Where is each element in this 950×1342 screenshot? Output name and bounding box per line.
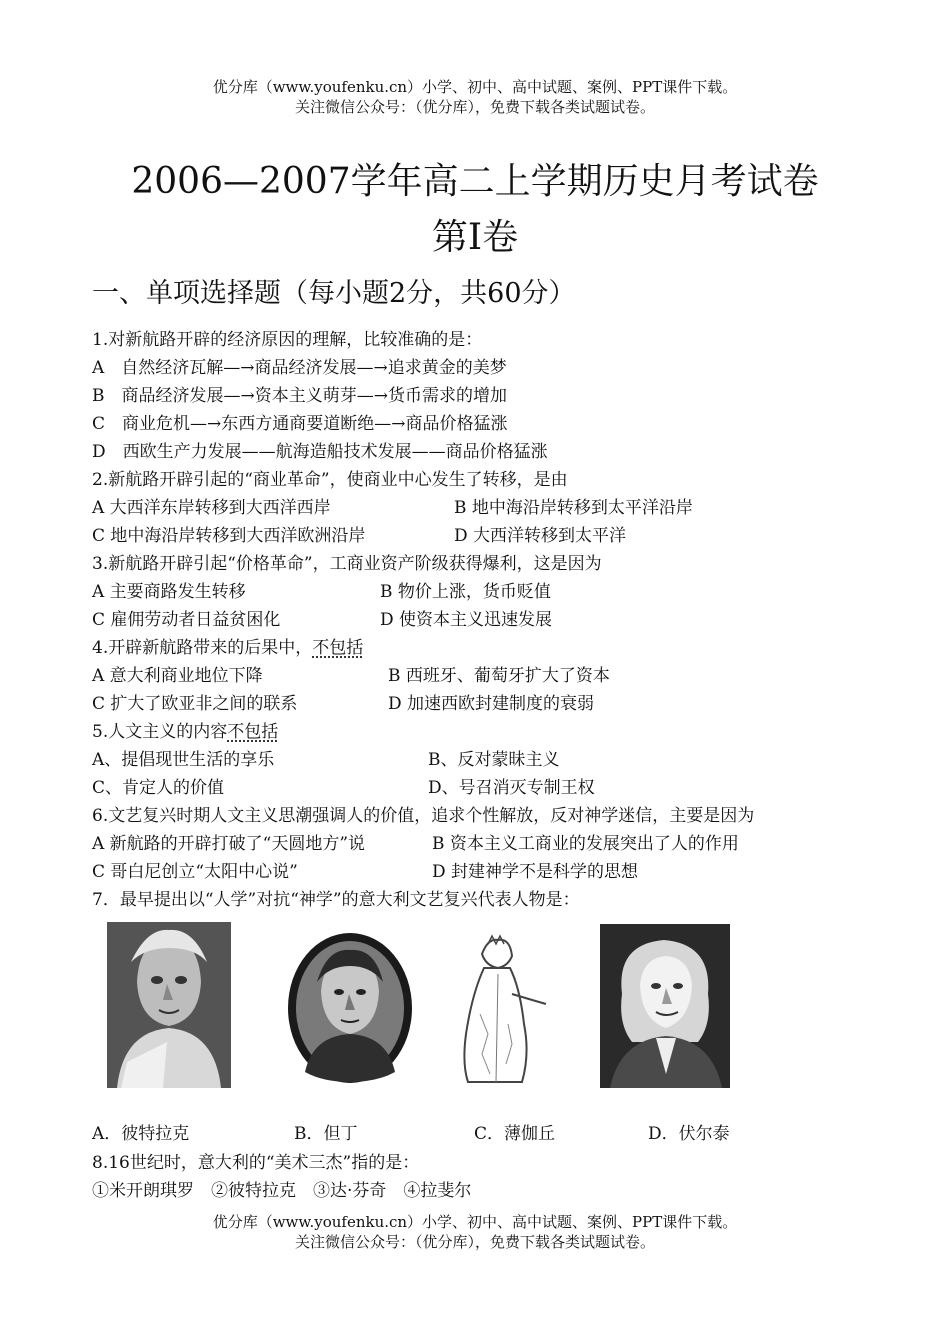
section-heading: 一、单项选择题（每小题2分，共60分） [92,278,576,309]
q4-stem [92,634,363,662]
q4-option-a: A 意大利商业地位下降 [92,666,263,686]
exam-subtitle: 第Ⅰ卷 [431,217,519,258]
q1-option-c: C 商业危机—→东西方通商要道断绝—→商品价格猛涨 [92,414,508,434]
header-line-2: 关注微信公众号：（优分库），免费下载各类试题试卷。 [294,98,655,116]
q3-option-b: B 物价上涨，货币贬值 [380,582,551,602]
q5-stem [92,718,278,746]
q3-stem: 3.新航路开辟引起“价格革命”，工商业资产阶级获得爆利，这是因为 [92,554,602,574]
portrait-image-c [452,934,552,1084]
q5-option-b: B、反对蒙昧主义 [428,750,560,770]
q2-option-a: A 大西洋东岸转移到大西洋西岸 [92,498,331,518]
q2-option-c: C 地中海沿岸转移到大西洋欧洲沿岸 [92,526,366,546]
q7-option-c: C．薄伽丘 [474,1124,556,1144]
q1-option-d: D 西欧生产力发展——航海造船技术发展——商品价格猛涨 [92,442,548,462]
q1-stem: 1.对新航路开辟的经济原因的理解，比较准确的是： [92,330,483,350]
q4-stem-text: 4.开辟新航路带来的后果中， [92,638,313,658]
q4-option-d: D 加速西欧封建制度的衰弱 [388,694,595,714]
q7-option-a: A．彼特拉克 [92,1124,190,1144]
q3-option-d: D 使资本主义迅速发展 [380,610,553,630]
q4-stem-emphasis: 不包括 [312,638,364,658]
q1-option-b: B 商品经济发展—→资本主义萌芽—→货币需求的增加 [92,386,507,406]
footer-line-1: 优分库（www.youfenku.cn）小学、初中、高中试题、案例、PPT课件下载。 [212,1213,738,1231]
q2-option-d: D 大西洋转移到太平洋 [454,526,627,546]
q6-stem: 6.文艺复兴时期人文主义思潮强调人的价值，追求个性解放，反对神学迷信，主要是因为 [92,806,755,826]
q5-option-a: A、提倡现世生活的享乐 [92,750,275,770]
q5-option-c: C、肯定人的价值 [92,778,225,798]
header-line-1: 优分库（www.youfenku.cn）小学、初中、高中试题、案例、PPT课件下载。 [212,78,738,96]
q3-option-c: C 雇佣劳动者日益贫困化 [92,610,281,630]
q4-option-c: C 扩大了欧亚非之间的联系 [92,694,298,714]
portrait-image-a [107,922,231,1088]
q6-option-b: B 资本主义工商业的发展突出了人的作用 [432,834,739,854]
q5-stem-emphasis: 不包括 [227,722,279,742]
q2-option-b: B 地中海沿岸转移到太平洋沿岸 [454,498,693,518]
q8-stem: 8.16世纪时，意大利的“美术三杰”指的是： [92,1153,420,1173]
q6-option-d: D 封建神学不是科学的思想 [432,862,639,882]
q1-option-a: A 自然经济瓦解—→商品经济发展—→追求黄金的美梦 [92,358,507,378]
q7-option-b: B．但丁 [294,1124,358,1144]
q3-option-a: A 主要商路发生转移 [92,582,246,602]
q6-option-a: A 新航路的开辟打破了“天圆地方”说 [92,834,366,854]
q2-stem: 2.新航路开辟引起的“商业革命”，使商业中心发生了转移，是由 [92,470,568,490]
q5-stem-text: 5.人文主义的内容 [92,722,228,742]
q6-option-c: C 哥白尼创立“太阳中心说” [92,862,298,882]
q5-option-d: D、号召消灭专制王权 [428,778,595,798]
q8-options: ①米开朗琪罗 ②彼特拉克 ③达·芬奇 ④拉斐尔 [92,1181,472,1201]
q4-option-b: B 西班牙、葡萄牙扩大了资本 [388,666,610,686]
q7-stem: 7．最早提出以“人学”对抗“神学”的意大利文艺复兴代表人物是： [92,890,580,910]
exam-title: 2006—2007学年高二上学期历史月考试卷 [131,161,819,202]
portrait-image-b [287,932,413,1084]
portrait-image-d [600,924,730,1088]
q7-option-d: D．伏尔泰 [648,1124,730,1144]
footer-line-2: 关注微信公众号：（优分库），免费下载各类试题试卷。 [294,1233,655,1251]
